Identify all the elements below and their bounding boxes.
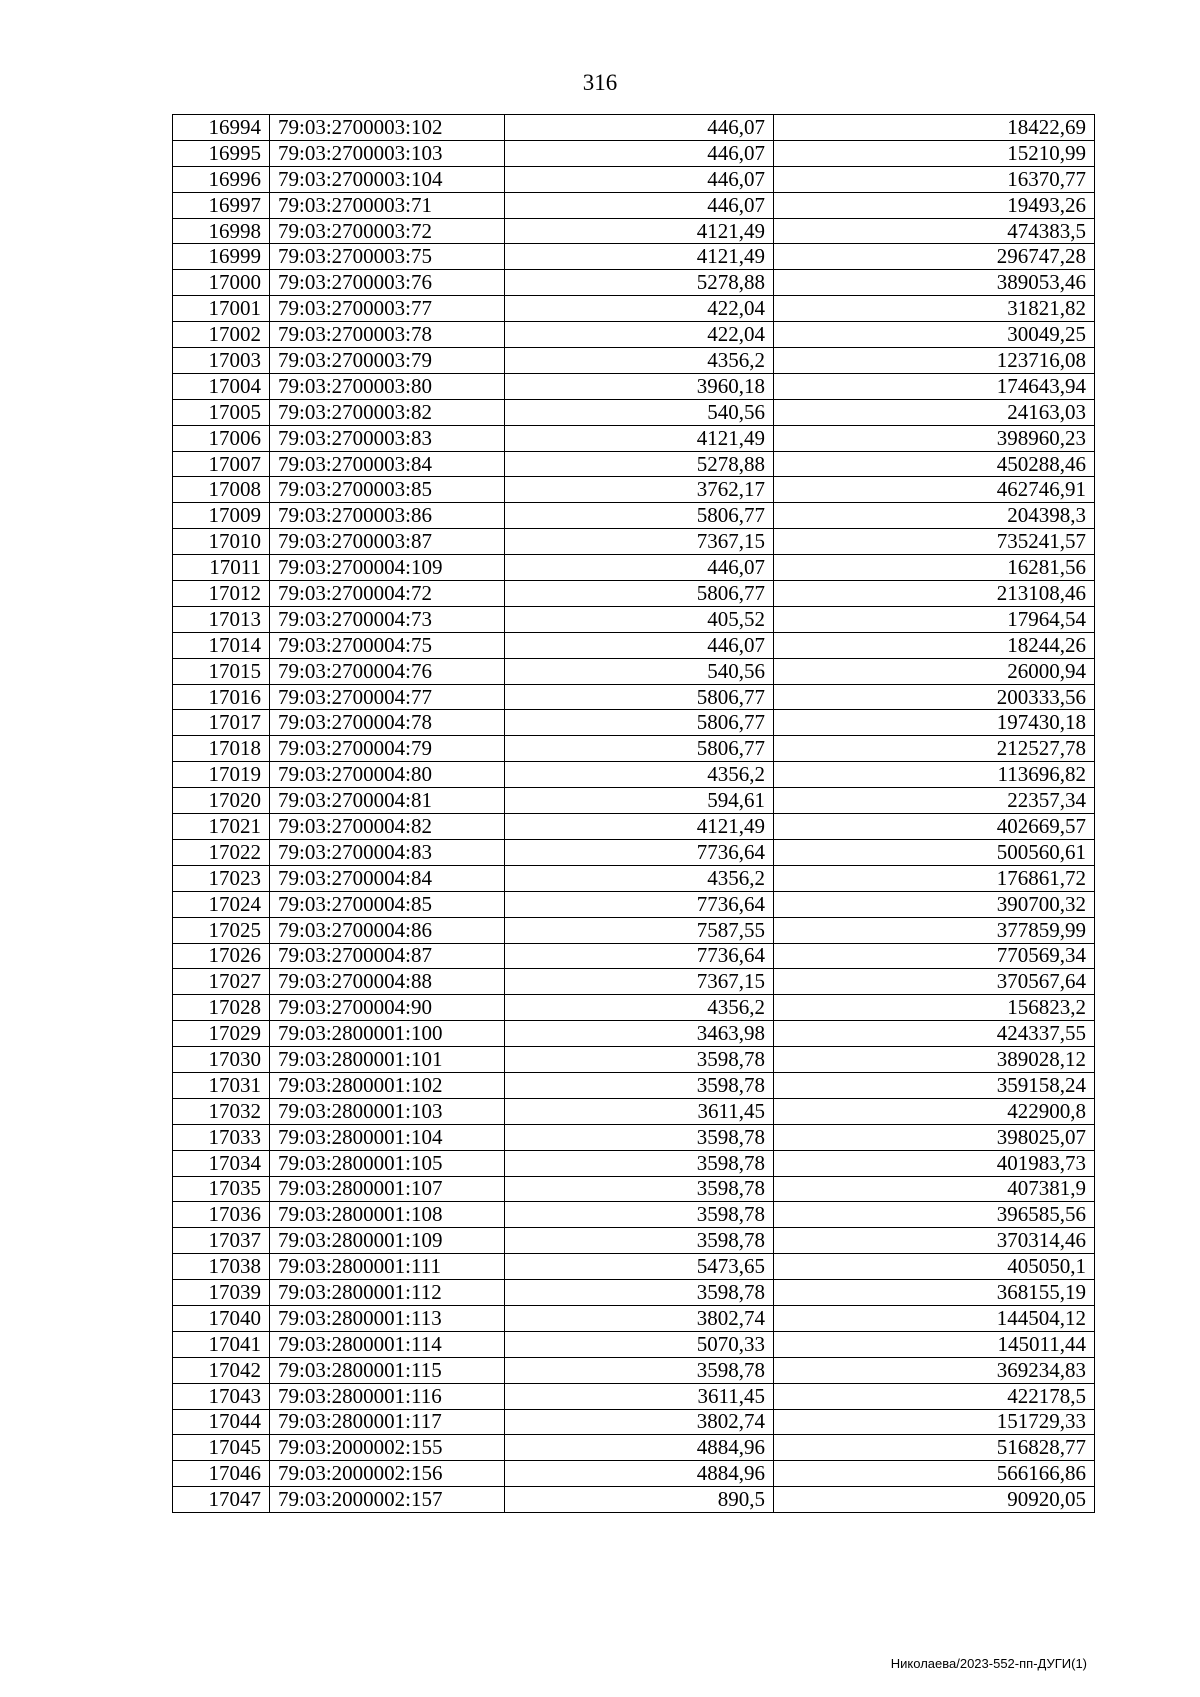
table-row: [173, 581, 1095, 607]
cost-value: 24163,03: [774, 399, 1095, 425]
table-row: [173, 451, 1095, 477]
table-row: [173, 1357, 1095, 1383]
table-row: [173, 218, 1095, 244]
area-value: 446,07: [505, 192, 774, 218]
table-row: [173, 917, 1095, 943]
cost-value: 462746,91: [774, 477, 1095, 503]
row-number: 17006: [173, 425, 270, 451]
area-value: 3598,78: [505, 1357, 774, 1383]
row-number: 17043: [173, 1383, 270, 1409]
table-row: [173, 1305, 1095, 1331]
cadastral-number: 79:03:2700004:80: [270, 762, 505, 788]
table-row: [173, 192, 1095, 218]
cost-value: 500560,61: [774, 839, 1095, 865]
area-value: 4121,49: [505, 425, 774, 451]
table-row: [173, 736, 1095, 762]
area-value: 7736,64: [505, 891, 774, 917]
cadastral-number: 79:03:2700003:83: [270, 425, 505, 451]
area-value: 5278,88: [505, 451, 774, 477]
cadastral-number: 79:03:2700003:78: [270, 322, 505, 348]
cadastral-number: 79:03:2800001:105: [270, 1150, 505, 1176]
area-value: 3598,78: [505, 1124, 774, 1150]
cadastral-number: 79:03:2700003:80: [270, 373, 505, 399]
area-value: 3802,74: [505, 1409, 774, 1435]
cadastral-number: 79:03:2700004:81: [270, 788, 505, 814]
area-value: 3598,78: [505, 1150, 774, 1176]
cadastral-number: 79:03:2800001:100: [270, 1021, 505, 1047]
table-row: [173, 1021, 1095, 1047]
cadastral-number: 79:03:2700003:72: [270, 218, 505, 244]
table-row: [173, 632, 1095, 658]
cost-value: 17964,54: [774, 606, 1095, 632]
cadastral-number: 79:03:2700004:75: [270, 632, 505, 658]
cadastral-number: 79:03:2000002:155: [270, 1435, 505, 1461]
area-value: 446,07: [505, 632, 774, 658]
cost-value: 359158,24: [774, 1072, 1095, 1098]
cadastral-number: 79:03:2800001:117: [270, 1409, 505, 1435]
area-value: 3762,17: [505, 477, 774, 503]
row-number: 17028: [173, 995, 270, 1021]
document-footer: Николаева/2023-552-пп-ДУГИ(1): [890, 1656, 1087, 1671]
row-number: 16996: [173, 166, 270, 192]
table-row: [173, 244, 1095, 270]
cost-value: 370314,46: [774, 1228, 1095, 1254]
cadastral-number: 79:03:2700003:104: [270, 166, 505, 192]
cadastral-number: 79:03:2700004:86: [270, 917, 505, 943]
table-row: [173, 322, 1095, 348]
cadastral-number: 79:03:2700004:109: [270, 555, 505, 581]
cadastral-number: 79:03:2700004:77: [270, 684, 505, 710]
cadastral-number: 79:03:2000002:157: [270, 1487, 505, 1513]
table-row: [173, 1487, 1095, 1513]
area-value: 594,61: [505, 788, 774, 814]
area-value: 4121,49: [505, 814, 774, 840]
area-value: 5806,77: [505, 736, 774, 762]
row-number: 17039: [173, 1280, 270, 1306]
table-row: [173, 425, 1095, 451]
row-number: 17026: [173, 943, 270, 969]
area-value: 446,07: [505, 115, 774, 141]
table-row: [173, 1098, 1095, 1124]
cadastral-number: 79:03:2800001:114: [270, 1331, 505, 1357]
row-number: 17007: [173, 451, 270, 477]
cadastral-table: [172, 114, 1095, 1513]
cost-value: 398025,07: [774, 1124, 1095, 1150]
area-value: 5806,77: [505, 684, 774, 710]
cost-value: 16370,77: [774, 166, 1095, 192]
row-number: 17047: [173, 1487, 270, 1513]
cadastral-number: 79:03:2700004:87: [270, 943, 505, 969]
cost-value: 200333,56: [774, 684, 1095, 710]
table-row: [173, 115, 1095, 141]
table-row: [173, 658, 1095, 684]
cost-value: 30049,25: [774, 322, 1095, 348]
row-number: 17022: [173, 839, 270, 865]
cadastral-number: 79:03:2700004:79: [270, 736, 505, 762]
table-row: [173, 348, 1095, 374]
area-value: 3598,78: [505, 1072, 774, 1098]
cadastral-number: 79:03:2700003:82: [270, 399, 505, 425]
cadastral-number: 79:03:2800001:101: [270, 1047, 505, 1073]
area-value: 3463,98: [505, 1021, 774, 1047]
area-value: 7587,55: [505, 917, 774, 943]
area-value: 5806,77: [505, 710, 774, 736]
area-value: 890,5: [505, 1487, 774, 1513]
row-number: 16995: [173, 140, 270, 166]
area-value: 5070,33: [505, 1331, 774, 1357]
cost-value: 204398,3: [774, 503, 1095, 529]
cost-value: 26000,94: [774, 658, 1095, 684]
cost-value: 390700,32: [774, 891, 1095, 917]
row-number: 17036: [173, 1202, 270, 1228]
area-value: 5806,77: [505, 581, 774, 607]
table-row: [173, 1176, 1095, 1202]
cost-value: 377859,99: [774, 917, 1095, 943]
area-value: 7367,15: [505, 969, 774, 995]
table-row: [173, 1461, 1095, 1487]
row-number: 17018: [173, 736, 270, 762]
cost-value: 145011,44: [774, 1331, 1095, 1357]
cadastral-number: 79:03:2800001:104: [270, 1124, 505, 1150]
row-number: 17033: [173, 1124, 270, 1150]
table-row: [173, 814, 1095, 840]
cost-value: 735241,57: [774, 529, 1095, 555]
table-row: [173, 839, 1095, 865]
cost-value: 407381,9: [774, 1176, 1095, 1202]
table-row: [173, 373, 1095, 399]
area-value: 5278,88: [505, 270, 774, 296]
row-number: 17031: [173, 1072, 270, 1098]
cadastral-number: 79:03:2800001:115: [270, 1357, 505, 1383]
table-row: [173, 555, 1095, 581]
row-number: 17044: [173, 1409, 270, 1435]
cadastral-number: 79:03:2800001:102: [270, 1072, 505, 1098]
row-number: 17032: [173, 1098, 270, 1124]
cost-value: 370567,64: [774, 969, 1095, 995]
row-number: 17035: [173, 1176, 270, 1202]
cadastral-number: 79:03:2700004:78: [270, 710, 505, 736]
table-row: [173, 788, 1095, 814]
area-value: 4884,96: [505, 1461, 774, 1487]
cost-value: 296747,28: [774, 244, 1095, 270]
table-row: [173, 477, 1095, 503]
page-number: 316: [582, 70, 618, 95]
table-row: [173, 1280, 1095, 1306]
table-row: [173, 710, 1095, 736]
cadastral-number: 79:03:2700003:71: [270, 192, 505, 218]
cost-value: 19493,26: [774, 192, 1095, 218]
cost-value: 474383,5: [774, 218, 1095, 244]
table-row: [173, 1072, 1095, 1098]
area-value: 405,52: [505, 606, 774, 632]
table-row: [173, 995, 1095, 1021]
table-row: [173, 1254, 1095, 1280]
area-value: 446,07: [505, 555, 774, 581]
cadastral-number: 79:03:2700003:85: [270, 477, 505, 503]
row-number: 17029: [173, 1021, 270, 1047]
area-value: 540,56: [505, 658, 774, 684]
row-number: 17002: [173, 322, 270, 348]
area-value: 7367,15: [505, 529, 774, 555]
area-value: 5806,77: [505, 503, 774, 529]
row-number: 17041: [173, 1331, 270, 1357]
row-number: 17042: [173, 1357, 270, 1383]
row-number: 17000: [173, 270, 270, 296]
cadastral-number: 79:03:2000002:156: [270, 1461, 505, 1487]
row-number: 17012: [173, 581, 270, 607]
cost-value: 422900,8: [774, 1098, 1095, 1124]
cost-value: 450288,46: [774, 451, 1095, 477]
row-number: 17015: [173, 658, 270, 684]
cost-value: 18422,69: [774, 115, 1095, 141]
cost-value: 424337,55: [774, 1021, 1095, 1047]
row-number: 17025: [173, 917, 270, 943]
row-number: 17040: [173, 1305, 270, 1331]
row-number: 17005: [173, 399, 270, 425]
row-number: 17037: [173, 1228, 270, 1254]
area-value: 422,04: [505, 296, 774, 322]
area-value: 4356,2: [505, 865, 774, 891]
cadastral-number: 79:03:2700003:75: [270, 244, 505, 270]
cost-value: 389028,12: [774, 1047, 1095, 1073]
table-row: [173, 891, 1095, 917]
row-number: 17030: [173, 1047, 270, 1073]
cost-value: 151729,33: [774, 1409, 1095, 1435]
cost-value: 16281,56: [774, 555, 1095, 581]
cost-value: 90920,05: [774, 1487, 1095, 1513]
area-value: 3598,78: [505, 1280, 774, 1306]
table-row: [173, 762, 1095, 788]
row-number: 17019: [173, 762, 270, 788]
cadastral-number: 79:03:2800001:103: [270, 1098, 505, 1124]
area-value: 4356,2: [505, 348, 774, 374]
cadastral-number: 79:03:2800001:107: [270, 1176, 505, 1202]
area-value: 446,07: [505, 166, 774, 192]
cadastral-number: 79:03:2700004:85: [270, 891, 505, 917]
cost-value: 18244,26: [774, 632, 1095, 658]
row-number: 17016: [173, 684, 270, 710]
cadastral-number: 79:03:2700004:90: [270, 995, 505, 1021]
cost-value: 398960,23: [774, 425, 1095, 451]
cadastral-number: 79:03:2800001:113: [270, 1305, 505, 1331]
cost-value: 516828,77: [774, 1435, 1095, 1461]
table-row: [173, 1331, 1095, 1357]
cadastral-number: 79:03:2700004:76: [270, 658, 505, 684]
cost-value: 369234,83: [774, 1357, 1095, 1383]
row-number: 17027: [173, 969, 270, 995]
table-row: [173, 1202, 1095, 1228]
row-number: 17023: [173, 865, 270, 891]
row-number: 17038: [173, 1254, 270, 1280]
table-row: [173, 166, 1095, 192]
cost-value: 389053,46: [774, 270, 1095, 296]
table-row: [173, 1409, 1095, 1435]
area-value: 540,56: [505, 399, 774, 425]
area-value: 4121,49: [505, 218, 774, 244]
row-number: 17003: [173, 348, 270, 374]
cost-value: 197430,18: [774, 710, 1095, 736]
cadastral-number: 79:03:2700003:87: [270, 529, 505, 555]
table-row: [173, 296, 1095, 322]
cost-value: 566166,86: [774, 1461, 1095, 1487]
cadastral-number: 79:03:2800001:112: [270, 1280, 505, 1306]
table-row: [173, 399, 1095, 425]
table-row: [173, 865, 1095, 891]
cadastral-number: 79:03:2800001:109: [270, 1228, 505, 1254]
cost-value: 401983,73: [774, 1150, 1095, 1176]
cadastral-number: 79:03:2700003:86: [270, 503, 505, 529]
cadastral-number: 79:03:2700004:84: [270, 865, 505, 891]
cost-value: 176861,72: [774, 865, 1095, 891]
row-number: 17009: [173, 503, 270, 529]
row-number: 16994: [173, 115, 270, 141]
row-number: 17011: [173, 555, 270, 581]
area-value: 3598,78: [505, 1047, 774, 1073]
row-number: 17001: [173, 296, 270, 322]
area-value: 3598,78: [505, 1176, 774, 1202]
cadastral-number: 79:03:2700003:77: [270, 296, 505, 322]
cadastral-number: 79:03:2700004:73: [270, 606, 505, 632]
table-row: [173, 1124, 1095, 1150]
cadastral-number: 79:03:2800001:108: [270, 1202, 505, 1228]
area-value: 3598,78: [505, 1228, 774, 1254]
cadastral-number: 79:03:2700003:84: [270, 451, 505, 477]
table-row: [173, 606, 1095, 632]
area-value: 4121,49: [505, 244, 774, 270]
table-row: [173, 1150, 1095, 1176]
table-row: [173, 1383, 1095, 1409]
row-number: 17017: [173, 710, 270, 736]
row-number: 17013: [173, 606, 270, 632]
row-number: 16999: [173, 244, 270, 270]
cadastral-number: 79:03:2800001:111: [270, 1254, 505, 1280]
table-row: [173, 684, 1095, 710]
cost-value: 770569,34: [774, 943, 1095, 969]
cost-value: 212527,78: [774, 736, 1095, 762]
cost-value: 123716,08: [774, 348, 1095, 374]
cadastral-number: 79:03:2700003:76: [270, 270, 505, 296]
area-value: 3802,74: [505, 1305, 774, 1331]
area-value: 5473,65: [505, 1254, 774, 1280]
area-value: 7736,64: [505, 943, 774, 969]
cost-value: 22357,34: [774, 788, 1095, 814]
area-value: 4356,2: [505, 762, 774, 788]
area-value: 446,07: [505, 140, 774, 166]
area-value: 4356,2: [505, 995, 774, 1021]
table-row: [173, 1435, 1095, 1461]
cost-value: 396585,56: [774, 1202, 1095, 1228]
area-value: 3598,78: [505, 1202, 774, 1228]
cost-value: 31821,82: [774, 296, 1095, 322]
cost-value: 113696,82: [774, 762, 1095, 788]
cost-value: 15210,99: [774, 140, 1095, 166]
row-number: 17021: [173, 814, 270, 840]
cadastral-number: 79:03:2700004:72: [270, 581, 505, 607]
cost-value: 368155,19: [774, 1280, 1095, 1306]
table-body: [173, 115, 1095, 1513]
row-number: 16998: [173, 218, 270, 244]
table-row: [173, 969, 1095, 995]
table-row: [173, 1228, 1095, 1254]
cost-value: 402669,57: [774, 814, 1095, 840]
cost-value: 144504,12: [774, 1305, 1095, 1331]
cadastral-number: 79:03:2700003:103: [270, 140, 505, 166]
row-number: 17004: [173, 373, 270, 399]
row-number: 17010: [173, 529, 270, 555]
row-number: 17024: [173, 891, 270, 917]
table-row: [173, 140, 1095, 166]
row-number: 17020: [173, 788, 270, 814]
cadastral-number: 79:03:2700003:102: [270, 115, 505, 141]
cost-value: 405050,1: [774, 1254, 1095, 1280]
table-row: [173, 503, 1095, 529]
area-value: 3611,45: [505, 1098, 774, 1124]
row-number: 17014: [173, 632, 270, 658]
table-row: [173, 529, 1095, 555]
row-number: 16997: [173, 192, 270, 218]
area-value: 4884,96: [505, 1435, 774, 1461]
table-row: [173, 943, 1095, 969]
area-value: 7736,64: [505, 839, 774, 865]
area-value: 422,04: [505, 322, 774, 348]
cadastral-number: 79:03:2700004:88: [270, 969, 505, 995]
cost-value: 422178,5: [774, 1383, 1095, 1409]
cadastral-number: 79:03:2700003:79: [270, 348, 505, 374]
cost-value: 174643,94: [774, 373, 1095, 399]
row-number: 17008: [173, 477, 270, 503]
area-value: 3960,18: [505, 373, 774, 399]
cost-value: 156823,2: [774, 995, 1095, 1021]
cadastral-number: 79:03:2700004:82: [270, 814, 505, 840]
cost-value: 213108,46: [774, 581, 1095, 607]
cadastral-number: 79:03:2700004:83: [270, 839, 505, 865]
area-value: 3611,45: [505, 1383, 774, 1409]
row-number: 17045: [173, 1435, 270, 1461]
cadastral-number: 79:03:2800001:116: [270, 1383, 505, 1409]
table-row: [173, 1047, 1095, 1073]
table-row: [173, 270, 1095, 296]
row-number: 17046: [173, 1461, 270, 1487]
row-number: 17034: [173, 1150, 270, 1176]
